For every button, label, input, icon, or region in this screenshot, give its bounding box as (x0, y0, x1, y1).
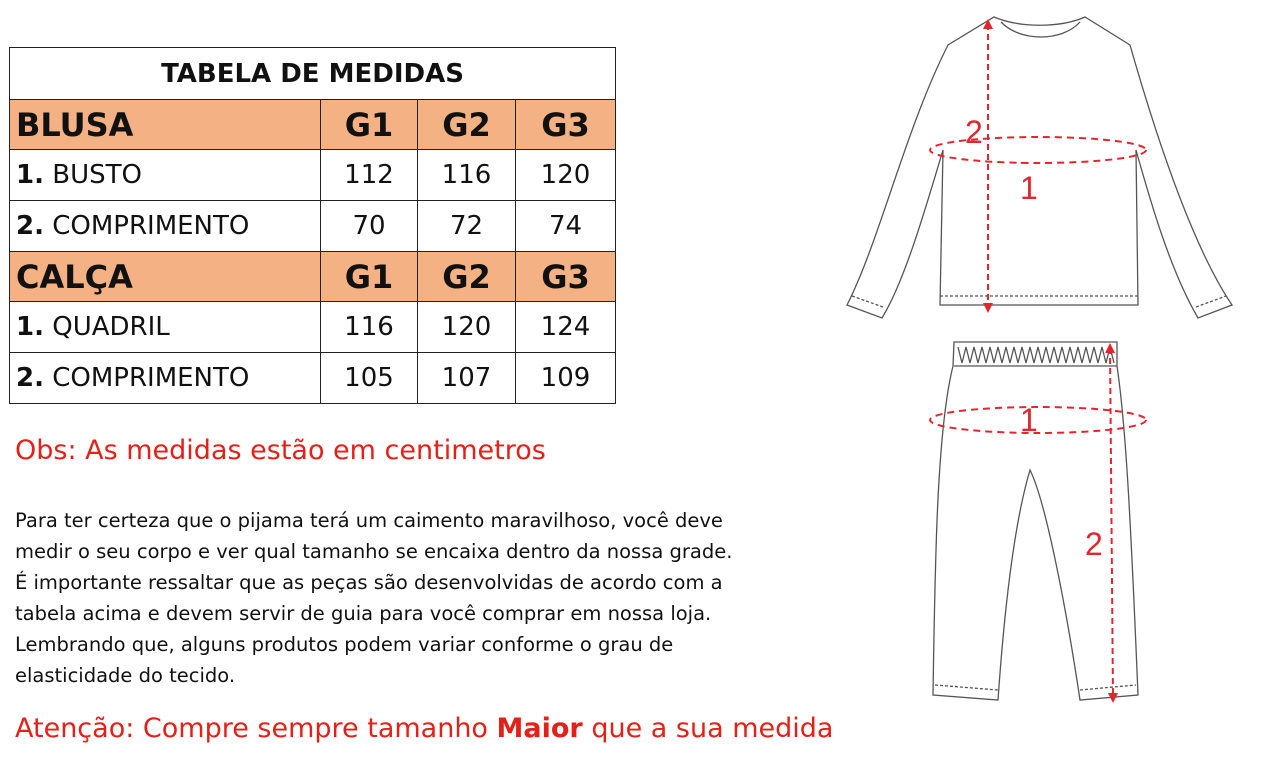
size-header: G2 (418, 252, 516, 302)
pants-length-arrow (1110, 348, 1113, 698)
table-cell: 112 (321, 150, 418, 201)
table-row (10, 201, 616, 252)
section-header-blusa (10, 100, 616, 150)
row-label: 2. COMPRIMENTO (10, 201, 321, 252)
section-name: CALÇA (10, 252, 321, 302)
pajama-diagram (835, 10, 1255, 710)
obs-note: Obs: As medidas estão em centimetros (15, 435, 546, 466)
size-header: G1 (321, 100, 418, 150)
size-table (9, 47, 616, 404)
table-row (10, 150, 616, 201)
size-header: G1 (321, 252, 418, 302)
table-cell: 105 (321, 353, 418, 404)
paragraph-line: Lembrando que, alguns produtos podem variar conforme o grau de (15, 633, 674, 656)
table-row (10, 302, 616, 353)
paragraph-line: medir o seu corpo e ver qual tamanho se encaixa dentro da nossa grade. (15, 540, 733, 563)
size-header: G3 (516, 100, 616, 150)
table-cell: 120 (418, 302, 516, 353)
section-header-calca (10, 252, 616, 302)
table-cell: 70 (321, 201, 418, 252)
table-cell: 72 (418, 201, 516, 252)
shirt-outline (847, 17, 1232, 318)
attention-bold: Maior (496, 713, 583, 744)
pants-hip-label: 1 (1020, 402, 1038, 438)
table-cell: 74 (516, 201, 616, 252)
paragraph-line: elasticidade do tecido. (15, 664, 236, 687)
table-title: TABELA DE MEDIDAS (10, 48, 616, 100)
section-name: BLUSA (10, 100, 321, 150)
shirt-length-label: 2 (965, 114, 983, 150)
paragraph-line: tabela acima e devem servir de guia para você comprar em nossa loja. (15, 602, 712, 625)
row-label: 1. BUSTO (10, 150, 321, 201)
attention-note: Atenção: Compre sempre tamanho Maior que a sua medida (15, 713, 834, 744)
table-cell: 116 (321, 302, 418, 353)
table-cell: 109 (516, 353, 616, 404)
row-label: 2. COMPRIMENTO (10, 353, 321, 404)
table-cell: 124 (516, 302, 616, 353)
shirt-measurements (930, 24, 1146, 308)
pants-outline (933, 342, 1138, 700)
bust-measure-loop (930, 137, 1146, 163)
size-header: G2 (418, 100, 516, 150)
paragraph-line: É importante ressaltar que as peças são desenvolvidas de acordo com a (15, 571, 723, 594)
table-cell: 116 (418, 150, 516, 201)
paragraph-line: Para ter certeza que o pijama terá um caimento maravilhoso, você deve (15, 509, 723, 532)
table-row (10, 353, 616, 404)
shirt-bust-label: 1 (1020, 170, 1038, 206)
instructions-paragraph (15, 505, 855, 691)
table-cell: 120 (516, 150, 616, 201)
pants-measurements (930, 348, 1146, 698)
hip-measure-loop (930, 407, 1146, 433)
table-cell: 107 (418, 353, 516, 404)
size-header: G3 (516, 252, 616, 302)
row-label: 1. QUADRIL (10, 302, 321, 353)
pants-length-label: 2 (1085, 526, 1103, 562)
